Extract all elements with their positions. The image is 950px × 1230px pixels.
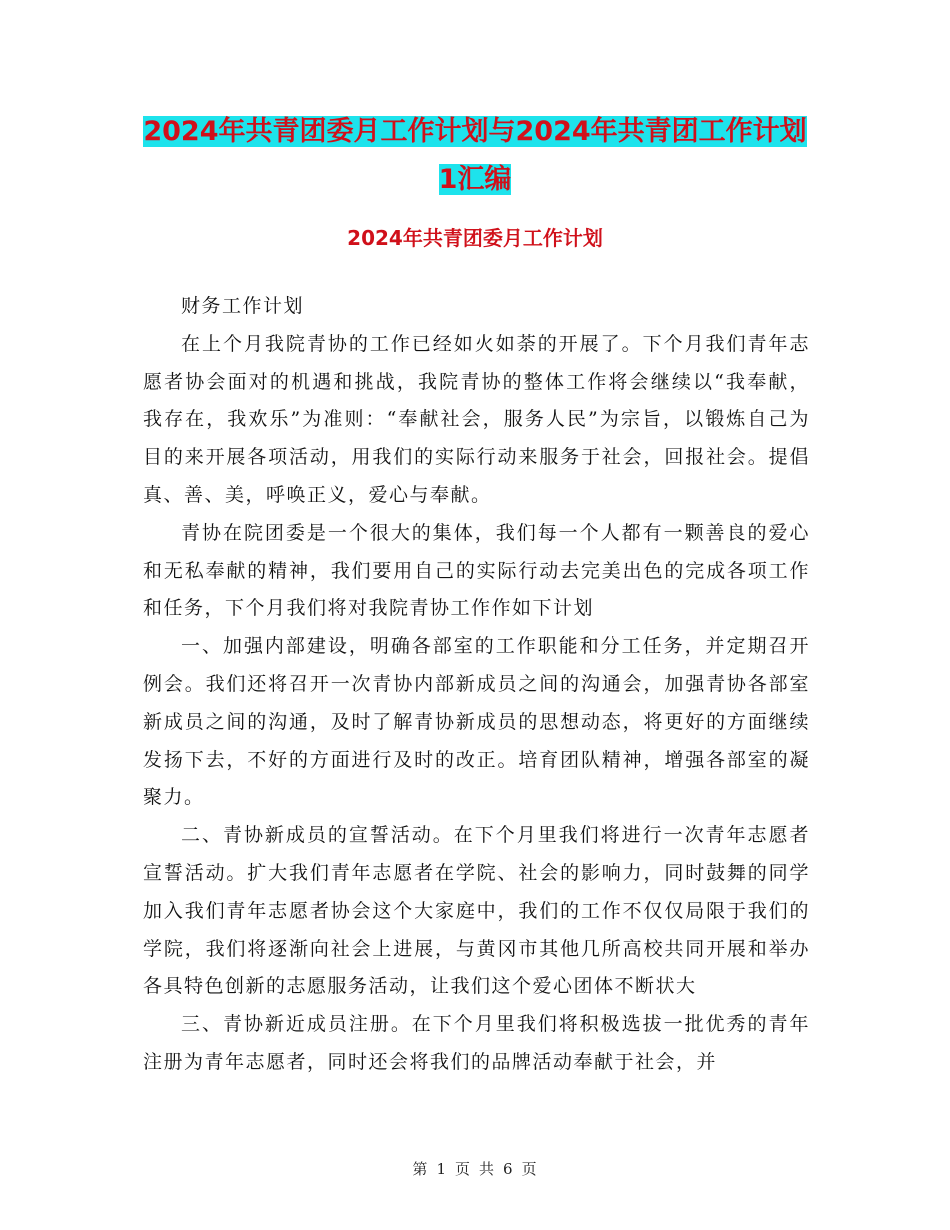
footer-total-pages: 6	[503, 1160, 514, 1178]
document-title-line2: 1汇编	[438, 164, 512, 195]
paragraph-subheading: 财务工作计划	[181, 295, 305, 317]
document-title-line1: 2024年共青团委月工作计划与2024年共青团工作计划	[143, 116, 807, 147]
paragraph: 一、加强内部建设，明确各部室的工作职能和分工任务，并定期召开例会。我们还将召开一次青协内部新成员之间的沟通会，加强青协各部室新成员之间的沟通，及时了解青协新成员的思想动态，将更好的方面继续发扬下去，不好的方面进行及时的改正。培育团队精神，增强各部室的凝聚力。	[143, 635, 810, 809]
page-footer	[0, 1158, 950, 1179]
footer-total-unit: 页	[521, 1160, 538, 1178]
paragraph: 二、青协新成员的宣誓活动。在下个月里我们将进行一次青年志愿者宣誓活动。扩大我们青年志愿者在学院、社会的影响力，同时鼓舞的同学加入我们青年志愿者协会这个大家庭中，我们的工作不仅仅局限于我们的学院，我们将逐渐向社会上进展，与黄冈市其他几所高校共同开展和举办各具特色创新的志愿服务活动，让我们这个爱心团体不断状大	[143, 824, 810, 998]
footer-page-number: 1	[436, 1160, 447, 1178]
footer-page-unit: 页	[454, 1160, 471, 1178]
document-body	[143, 288, 810, 1082]
footer-total-label: 共	[479, 1160, 496, 1178]
section-title: 2024年共青团委月工作计划	[347, 226, 603, 250]
paragraph: 在上个月我院青协的工作已经如火如荼的开展了。下个月我们青年志愿者协会面对的机遇和挑战，我院青协的整体工作将会继续以“我奉献，我存在，我欢乐”为准则：“奉献社会，服务人民”为宗旨，以锻炼自己为目的来开展各项活动，用我们的实际行动来服务于社会，回报社会。提倡真、善、美，呼唤正义，爱心与奉献。	[143, 332, 810, 506]
document-title	[140, 108, 810, 204]
paragraph: 三、青协新近成员注册。在下个月里我们将积极选拔一批优秀的青年注册为青年志愿者，同时还会将我们的品牌活动奉献于社会，并	[143, 1013, 810, 1073]
paragraph: 青协在院团委是一个很大的集体，我们每一个人都有一颗善良的爱心和无私奉献的精神，我们要用自己的实际行动去完美出色的完成各项工作和任务，下个月我们将对我院青协工作作如下计划	[143, 521, 810, 620]
footer-page-label: 第	[412, 1160, 429, 1178]
